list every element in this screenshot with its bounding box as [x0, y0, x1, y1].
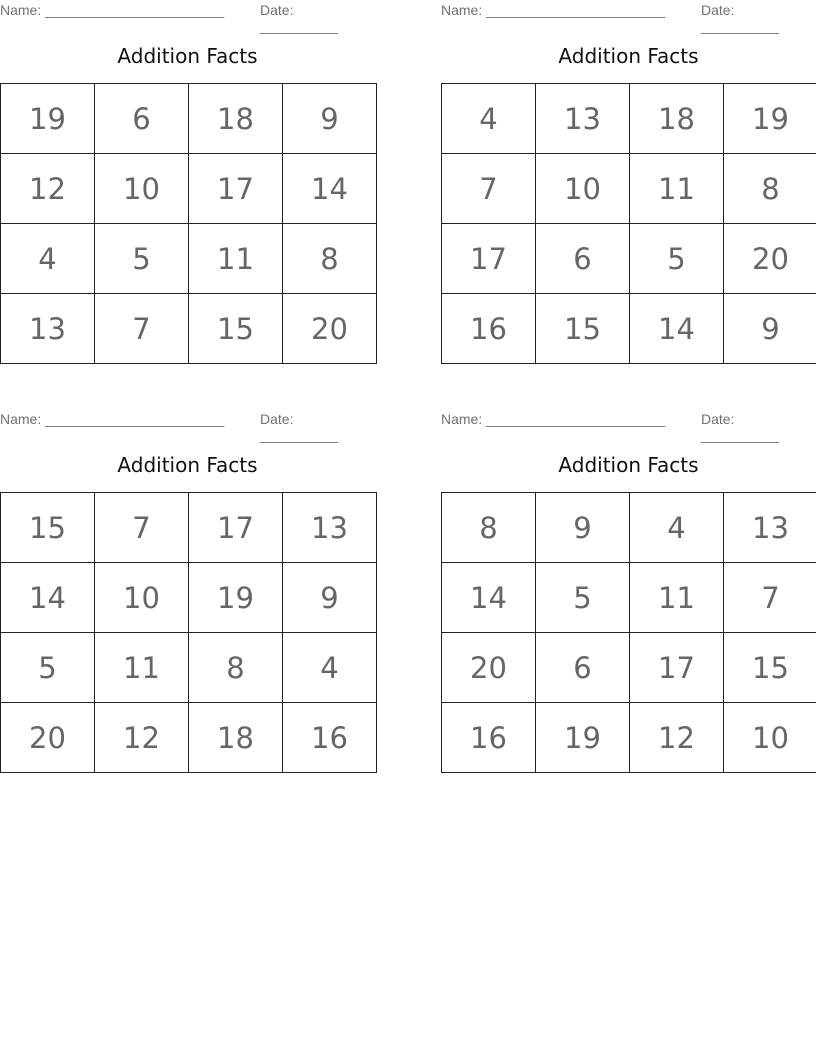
grid-cell: 9: [724, 294, 816, 364]
number-grid: [0, 83, 377, 364]
grid-cell: 10: [724, 703, 816, 773]
date-field-label: Date: __________: [260, 2, 338, 34]
name-field-label: Name: _______________________: [441, 2, 666, 18]
grid-row: [1, 703, 377, 773]
grid-row: [442, 84, 816, 154]
grid-cell: 19: [189, 563, 283, 633]
grid-cell: 20: [724, 224, 816, 294]
header-line: [441, 0, 816, 34]
grid-cell: 17: [630, 633, 724, 703]
grid-cell: 4: [283, 633, 377, 703]
grid-cell: 4: [1, 224, 95, 294]
worksheet-card: [0, 0, 375, 346]
grid-cell: 18: [189, 84, 283, 154]
grid-cell: 7: [95, 493, 189, 563]
number-grid: [441, 492, 816, 773]
date-field-label: Date: __________: [260, 411, 338, 443]
grid-row: [442, 294, 816, 364]
date-field-label: Date: __________: [701, 411, 779, 443]
grid-cell: 12: [630, 703, 724, 773]
grid-row: [1, 154, 377, 224]
grid-cell: 17: [442, 224, 536, 294]
grid-cell: 18: [630, 84, 724, 154]
grid-cell: 7: [95, 294, 189, 364]
grid-row: [442, 703, 816, 773]
grid-cell: 19: [536, 703, 630, 773]
grid-cell: 17: [189, 154, 283, 224]
grid-cell: 20: [442, 633, 536, 703]
grid-cell: 9: [536, 493, 630, 563]
grid-row: [1, 493, 377, 563]
grid-cell: 8: [189, 633, 283, 703]
grid-cell: 4: [630, 493, 724, 563]
grid-cell: 7: [724, 563, 816, 633]
number-grid: [0, 492, 377, 773]
grid-cell: 20: [283, 294, 377, 364]
grid-cell: 19: [1, 84, 95, 154]
grid-row: [442, 493, 816, 563]
header-line: [0, 0, 375, 34]
grid-cell: 5: [536, 563, 630, 633]
worksheet-card: [441, 0, 816, 346]
worksheet-title: Addition Facts: [117, 453, 258, 477]
grid-row: [1, 294, 377, 364]
worksheet-card: [441, 409, 816, 755]
grid-cell: 6: [536, 633, 630, 703]
grid-cell: 7: [442, 154, 536, 224]
grid-cell: 13: [536, 84, 630, 154]
grid-cell: 9: [283, 84, 377, 154]
grid-row: [1, 563, 377, 633]
grid-row: [1, 224, 377, 294]
grid-cell: 5: [1, 633, 95, 703]
grid-cell: 10: [95, 154, 189, 224]
grid-cell: 14: [442, 563, 536, 633]
grid-row: [442, 563, 816, 633]
grid-cell: 15: [536, 294, 630, 364]
grid-row: [442, 633, 816, 703]
worksheet-title: Addition Facts: [558, 453, 699, 477]
grid-cell: 9: [283, 563, 377, 633]
grid-cell: 13: [724, 493, 816, 563]
name-field-label: Name: _______________________: [0, 2, 225, 18]
grid-cell: 10: [95, 563, 189, 633]
grid-cell: 13: [1, 294, 95, 364]
header-line: [441, 409, 816, 443]
grid-cell: 5: [630, 224, 724, 294]
grid-cell: 15: [1, 493, 95, 563]
grid-cell: 14: [1, 563, 95, 633]
grid-cell: 15: [724, 633, 816, 703]
grid-row: [1, 84, 377, 154]
grid-cell: 10: [536, 154, 630, 224]
worksheet-title: Addition Facts: [558, 44, 699, 68]
grid-cell: 15: [189, 294, 283, 364]
grid-cell: 11: [630, 563, 724, 633]
grid-cell: 16: [442, 294, 536, 364]
grid-cell: 8: [442, 493, 536, 563]
grid-cell: 16: [442, 703, 536, 773]
name-field-label: Name: _______________________: [0, 411, 225, 427]
worksheet-title: Addition Facts: [117, 44, 258, 68]
grid-row: [1, 633, 377, 703]
grid-cell: 17: [189, 493, 283, 563]
grid-cell: 8: [283, 224, 377, 294]
number-grid: [441, 83, 816, 364]
grid-cell: 19: [724, 84, 816, 154]
name-field-label: Name: _______________________: [441, 411, 666, 427]
grid-row: [442, 154, 816, 224]
grid-cell: 11: [630, 154, 724, 224]
grid-cell: 18: [189, 703, 283, 773]
grid-cell: 5: [95, 224, 189, 294]
date-field-label: Date: __________: [701, 2, 779, 34]
grid-cell: 6: [95, 84, 189, 154]
grid-cell: 11: [95, 633, 189, 703]
grid-cell: 12: [1, 154, 95, 224]
worksheet-card: [0, 409, 375, 755]
grid-cell: 13: [283, 493, 377, 563]
grid-row: [442, 224, 816, 294]
grid-cell: 6: [536, 224, 630, 294]
grid-cell: 12: [95, 703, 189, 773]
grid-cell: 14: [630, 294, 724, 364]
grid-cell: 4: [442, 84, 536, 154]
grid-cell: 11: [189, 224, 283, 294]
grid-cell: 16: [283, 703, 377, 773]
header-line: [0, 409, 375, 443]
grid-cell: 20: [1, 703, 95, 773]
grid-cell: 14: [283, 154, 377, 224]
grid-cell: 8: [724, 154, 816, 224]
